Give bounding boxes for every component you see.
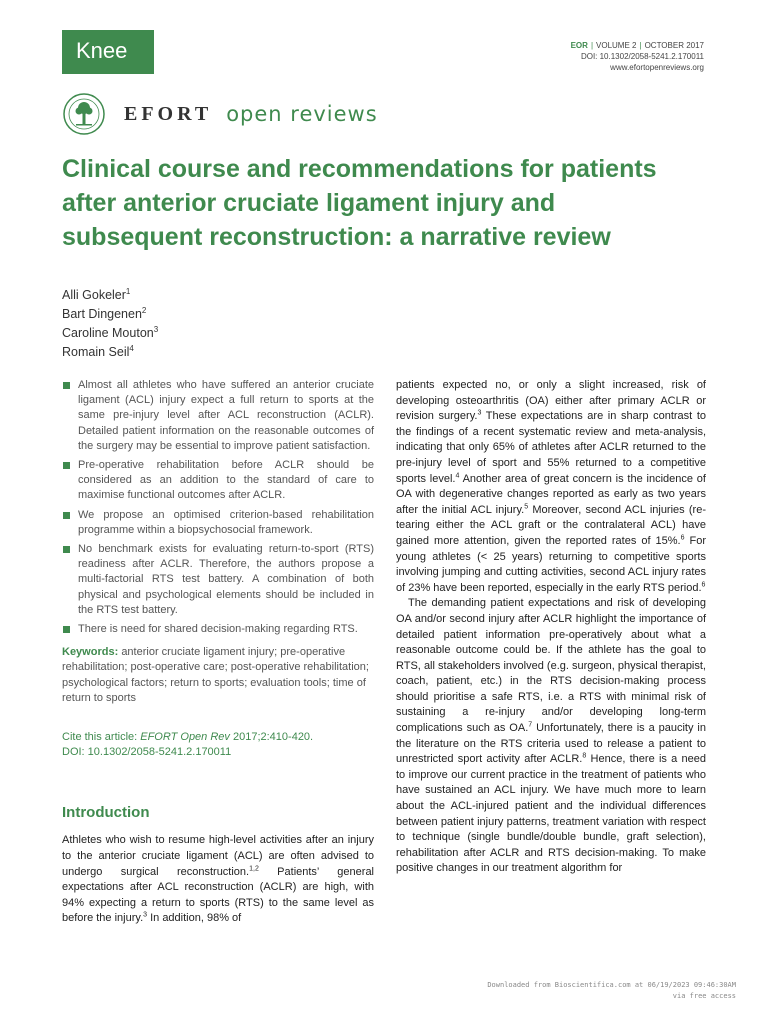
access-notice: via free access <box>672 992 736 1000</box>
left-column <box>62 378 374 927</box>
keywords-text: anterior cruciate ligament injury; pre-operative rehabilitation; post-operative care; post-operative rehabilitation; psychological factors; return to sports; evaluation tools; time of return to sports <box>62 646 369 704</box>
highlight-item: Pre-operative rehabilitation before ACLR should be considered as an addition to the standard of care to maximise functional outcomes after ACLR. <box>62 458 374 504</box>
journal-volume: VOLUME 2 <box>596 41 637 50</box>
download-footer <box>487 980 736 1002</box>
body-paragraph: The demanding patient expectations and risk of developing OA and/or second injury after ACLR highlight the importance of detailed patient information pre-operatively about what a reasonable outcome could be. If the athlete has the goal to RTS, all stakeholders involved (e.g. surgeon, physical therapist, coach, patient, etc.) in the RTS decision-making process should prioritise a safe RTS, i.e. a RTS with minimal risk of sustaining a re-injury and/or developing long-term complications such as OA.$^7$ Unfortunately, there is a paucity in the literature on the RTS criteria used to release a patient to unrestricted sport activity after ACLR.$^8$ Hence, there is a need to improve our current practice in the treatment of patients who have sustained an ACL injury. We have much more to learn about the ACL-injured patient and the individual differences between patient injury patterns, treatment variation with respect to technique (single bundle/double bundle, graft selection), rehabilitation after ACLR and RTS decision-making. To make positive changes in our treatment algorithm for <box>396 597 706 875</box>
journal-meta: EOR | VOLUME 2 | OCTOBER 2017 DOI: 10.1302/2058-5241.2.170011 www.efortopenreviews.org <box>570 41 704 72</box>
highlights-list <box>62 378 374 637</box>
journal-website[interactable]: www.efortopenreviews.org <box>610 63 704 72</box>
author: Caroline Mouton$^3$ <box>62 324 159 340</box>
author: Bart Dingenen$^2$ <box>62 305 147 321</box>
right-column <box>396 378 706 877</box>
intro-paragraph: Athletes who wish to resume high-level activities after an injury to the anterior cruciate ligament (ACL) are often advised to undergo surgical reconstruction.$^{1,2}$ Patients’ general expectations after ACL reconstruction (ACLR) are high, with 94% expecting a return to sports (RTS) to the same level as before the injury.$^3$ In addition, 98% of <box>62 834 375 925</box>
highlight-item: No benchmark exists for evaluating return-to-sport (RTS) readiness after ACLR. Therefore, the authors propose a multi-factorial RTS test battery. A combination of both physical and psychological elements should be included in the RTS test battery. <box>62 542 374 618</box>
keywords-label: Keywords: <box>62 646 119 659</box>
section-tab <box>62 30 154 72</box>
brand-open-reviews: open reviews <box>226 102 378 126</box>
section-label: Knee <box>76 38 128 63</box>
article-title: Clinical course and recommendations for patients after anterior cruciate ligament injury and subsequent reconstruction: a narrative review <box>62 155 657 251</box>
citation-doi[interactable]: DOI: 10.1302/2058-5241.2.170011 <box>62 746 232 759</box>
article-doi: DOI: 10.1302/2058-5241.2.170011 <box>580 52 704 61</box>
journal-logo <box>62 92 378 136</box>
journal-abbrev: EOR <box>570 41 588 50</box>
tab-underline <box>62 72 154 74</box>
highlight-item: There is need for shared decision-making regarding RTS. <box>62 622 374 637</box>
highlight-item: Almost all athletes who have suffered an anterior cruciate ligament (ACL) injury expect a full return to sports at the same pre-injury level after ACL reconstruction (ACLR). Detailed patient information on the reasonable outcomes of the surgery may be essential to improve patient satisfaction. <box>62 378 374 454</box>
keywords <box>62 645 374 706</box>
section-heading-introduction: Introduction <box>62 804 150 822</box>
brand-efort: EFORT <box>124 102 213 125</box>
journal-date: OCTOBER 2017 <box>644 41 704 50</box>
body-paragraph: patients expected no, or only a slight increased, risk of developing osteoarthritis (OA) either after primary ACLR or revision surgery.$^3$ These expectations are in sharp contrast to the findings of a recent systematic review and meta-analysis, indicating that only 65% of athletes after ACLR returned to the pre-injury level of sport and 55% returned to a competitive sports level.$^4$ Another area of great concern is the incidence of OA with degenerative changes reported as early as two years after the initial ACL injury.$^5$ Moreover, second ACL injuries (re-tearing either the ACL graft or the contralateral ACL) have gained more attention, given the reported rates of 15%.$^6$ For young athletes (< 25 years) returning to competitive sports involving jumping and cutting activities, second ACL injury rates of 23% have been reported, especially in the early RTS period.$^6$ <box>396 379 707 594</box>
efort-seal-icon <box>62 92 106 136</box>
author: Romain Seil$^4$ <box>62 343 134 359</box>
citation: Cite this article: EFORT Open Rev 2017;2:410-420. DOI: 10.1302/2058-5241.2.170011 <box>62 730 374 760</box>
highlight-item: We propose an optimised criterion-based rehabilitation programme within a biopsychosocial framework. <box>62 508 374 538</box>
download-notice: Downloaded from Bioscientifica.com at 06/19/2023 09:46:30AM <box>487 981 736 989</box>
author: Alli Gokeler$^1$ <box>62 286 131 302</box>
author-list <box>62 286 158 362</box>
